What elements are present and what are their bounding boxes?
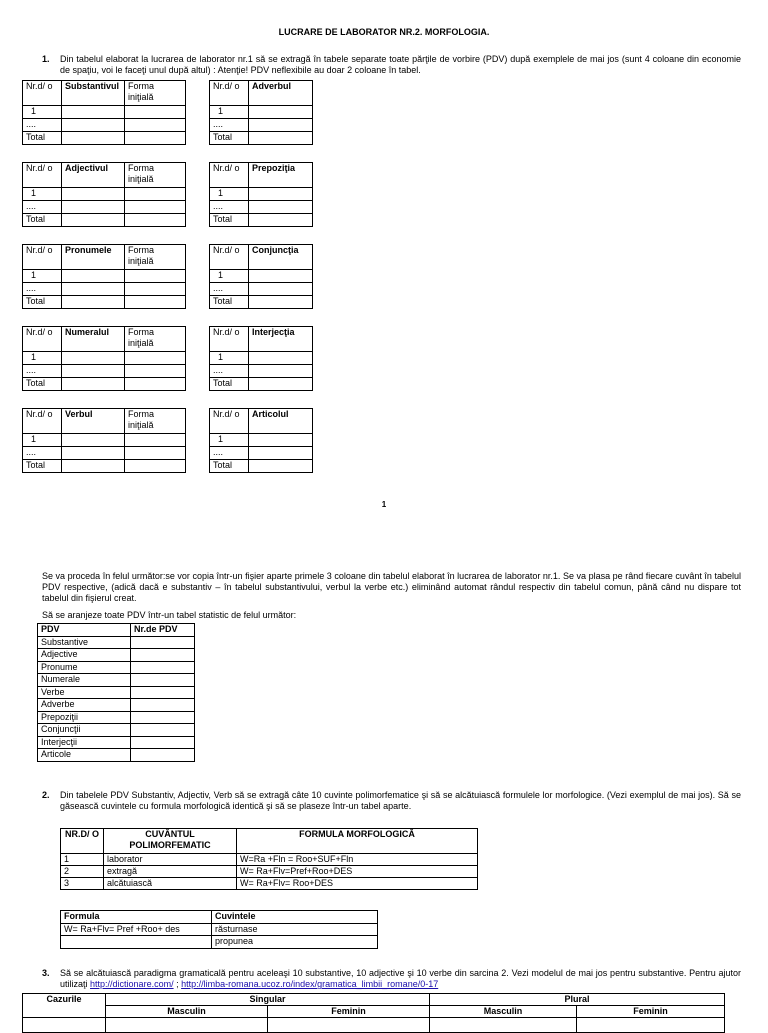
pdv-statistic-table <box>37 623 195 762</box>
forma-header: Forma iniţială <box>125 81 186 106</box>
link-separator: ; <box>173 979 182 990</box>
limba-romana-link[interactable]: http://limba-romana.ucoz.ro/index/gramatica_limbii_romane/0-17 <box>181 979 439 990</box>
formula-value: W= Ra+Flv= Pref +Roo+ des <box>61 923 212 936</box>
forma-header: Forma iniţială <box>125 409 186 434</box>
row-one: 1 <box>23 270 62 283</box>
row-total: Total <box>210 214 249 227</box>
pdv-row-label: Articole <box>38 749 131 762</box>
empty-cell <box>125 460 186 473</box>
row-formula: W=Ra +Fln = Roo+SUF+Fln <box>237 854 478 866</box>
pdv-table-right-2 <box>209 244 313 309</box>
table-row <box>38 736 195 749</box>
task1-text: Din tabelul elaborat la lucrarea de laborator nr.1 să se extragă în tabele separate toate părţile de vorbire (PDV) după exemplele de mai jos (sunt 4 coloane din economie de spaţiu, voi le faceţi unul după altul) : Atenţie! PDV neflexibile au doar 2 coloane în tabel. <box>60 54 741 76</box>
task1-number: 1. <box>42 54 50 64</box>
statistic-intro: Să se aranjeze toate PDV într-un tabel statistic de felul următor: <box>42 610 297 620</box>
empty-cell <box>249 119 313 132</box>
empty-cell <box>125 283 186 296</box>
empty-cell <box>62 283 125 296</box>
pdv-table-left-4 <box>22 408 186 473</box>
nr-header: Nr.d/ o <box>210 81 249 106</box>
empty-cell <box>62 132 125 145</box>
words-col-header: Cuvintele <box>212 911 378 924</box>
table-row <box>210 270 313 283</box>
empty-cell <box>249 460 313 473</box>
pdv-row-label: Numerale <box>38 674 131 687</box>
pdv-count-cell <box>131 724 195 737</box>
nr-header: Nr.d/ o <box>210 327 249 352</box>
empty-cell <box>62 119 125 132</box>
table-row <box>23 352 186 365</box>
paradigm-table <box>22 993 725 1033</box>
empty-cell <box>125 365 186 378</box>
pdv-row-label: Adjective <box>38 649 131 662</box>
pdv-name-header: Adjectivul <box>62 163 125 188</box>
table-row <box>210 201 313 214</box>
row-dots: .... <box>210 119 249 132</box>
row-nr: 1 <box>61 854 104 866</box>
pdv-count-cell <box>131 649 195 662</box>
row-formula: W= Ra+Flv=Pref+Roo+DES <box>237 866 478 878</box>
empty-cell <box>62 460 125 473</box>
empty-cell <box>125 270 186 283</box>
pdv-table-right-3 <box>209 326 313 391</box>
row-total: Total <box>23 378 62 391</box>
forma-header: Forma iniţială <box>125 327 186 352</box>
empty-cell <box>125 434 186 447</box>
pdv-row-label: Substantive <box>38 636 131 649</box>
table-row <box>23 188 186 201</box>
pdv-count-cell <box>131 674 195 687</box>
row-total: Total <box>23 296 62 309</box>
table-row <box>210 447 313 460</box>
pdv-count-cell <box>131 749 195 762</box>
empty-cell <box>125 296 186 309</box>
pdv-row-label: Conjuncţii <box>38 724 131 737</box>
table-row <box>23 460 186 473</box>
row-one: 1 <box>23 188 62 201</box>
table-row <box>210 460 313 473</box>
empty-cell <box>249 214 313 227</box>
row-one: 1 <box>23 434 62 447</box>
pdv-header: PDV <box>38 624 131 637</box>
dictionare-link[interactable]: http://dictionare.com/ <box>90 979 174 990</box>
nr-header: Nr.d/ o <box>210 245 249 270</box>
row-dots: .... <box>23 283 62 296</box>
empty-cell <box>125 106 186 119</box>
pdv-table-right-1 <box>209 162 313 227</box>
empty-cell <box>62 270 125 283</box>
empty-cell <box>62 352 125 365</box>
row-total: Total <box>210 132 249 145</box>
morphological-formula-table <box>60 828 478 890</box>
pdv-count-cell <box>131 686 195 699</box>
table-row <box>23 132 186 145</box>
pdv-name-header: Substantivul <box>62 81 125 106</box>
row-one: 1 <box>210 434 249 447</box>
task2-number: 2. <box>42 790 50 800</box>
table-row <box>210 352 313 365</box>
pdv-name-header: Articolul <box>249 409 313 434</box>
empty-cell <box>249 378 313 391</box>
page-title: LUCRARE DE LABORATOR NR.2. MORFOLOGIA. <box>278 27 490 37</box>
pdv-table-right-4 <box>209 408 313 473</box>
singular-header: Singular <box>106 994 430 1006</box>
row-total: Total <box>210 296 249 309</box>
forma-header: Forma iniţială <box>125 163 186 188</box>
table-row <box>23 270 186 283</box>
table-row <box>210 378 313 391</box>
pdv-count-cell <box>131 661 195 674</box>
page-number: 1 <box>381 500 387 509</box>
pdv-name-header: Interjecţia <box>249 327 313 352</box>
row-one: 1 <box>210 106 249 119</box>
instructions-paragraph: Se va proceda în felul următor:se vor copia într-un fişier aparte primele 3 coloane din tabelul elaborat în lucrarea de laborator nr.1. Se va plasa pe rând fiecare cuvânt în tabelul PDV respective, (adică dacă e substantiv – în tabelul substantivului, verbul la verbe etc.) eliminând automat rândul respectiv din tabelul comun, până când nu dispare tot tabelul din fişierul creat. <box>42 571 741 604</box>
table-row <box>210 106 313 119</box>
formula-header: FORMULA MORFOLOGICĂ <box>237 829 478 854</box>
row-dots: .... <box>23 447 62 460</box>
empty-cell <box>249 201 313 214</box>
word-header: CUVÂNTUL POLIMORFEMATIC <box>104 829 237 854</box>
table-row <box>23 119 186 132</box>
plural-feminin-header: Feminin <box>577 1006 725 1018</box>
pdv-table-left-3 <box>22 326 186 391</box>
nr-header: Nr.d/ o <box>23 163 62 188</box>
empty-cell <box>249 434 313 447</box>
word-value: răsturnase <box>212 923 378 936</box>
table-row <box>23 214 186 227</box>
pdv-count-cell <box>131 711 195 724</box>
table-row <box>61 854 478 866</box>
plural-header: Plural <box>430 994 725 1006</box>
empty-cell <box>125 214 186 227</box>
row-total: Total <box>210 460 249 473</box>
empty-cell <box>62 447 125 460</box>
nr-header: Nr.d/ o <box>23 327 62 352</box>
nr-header: Nr.d/ o <box>210 163 249 188</box>
table-row <box>38 674 195 687</box>
empty-cell <box>249 106 313 119</box>
nr-pdv-header: Nr.de PDV <box>131 624 195 637</box>
table-row <box>23 378 186 391</box>
pdv-row-label: Adverbe <box>38 699 131 712</box>
plural-masculin-header: Masculin <box>430 1006 577 1018</box>
table-row <box>38 686 195 699</box>
pdv-row-label: Verbe <box>38 686 131 699</box>
table-row <box>38 699 195 712</box>
identical-formula-table <box>60 910 378 949</box>
empty-cell <box>62 214 125 227</box>
empty-cell <box>125 188 186 201</box>
table-row <box>23 106 186 119</box>
task3-text <box>60 968 741 990</box>
table-row <box>23 365 186 378</box>
table-row <box>210 434 313 447</box>
table-row <box>38 711 195 724</box>
row-dots: .... <box>23 365 62 378</box>
empty-cell <box>62 434 125 447</box>
empty-cell <box>249 270 313 283</box>
pdv-name-header: Conjuncţia <box>249 245 313 270</box>
task2-text: Din tabelele PDV Substantiv, Adjectiv, Verb să se extragă câte 10 cuvinte polimorfematice şi să se alcătuiască formulele lor morfologice. (Vezi exemplul de mai jos). Să se găsească cuvintele cu formula morfologică identică şi să se plaseze într-un tabel aparte. <box>60 790 741 812</box>
row-formula: W= Ra+Flv= Roo+DES <box>237 878 478 890</box>
empty-cell <box>249 447 313 460</box>
empty-cell <box>62 201 125 214</box>
empty-cell <box>249 352 313 365</box>
row-dots: .... <box>23 201 62 214</box>
row-nr: 3 <box>61 878 104 890</box>
table-row <box>210 283 313 296</box>
pdv-name-header: Prepoziţia <box>249 163 313 188</box>
pdv-table-left-0 <box>22 80 186 145</box>
table-row <box>210 188 313 201</box>
pdv-row-label: Pronume <box>38 661 131 674</box>
nr-header: Nr.d/ o <box>210 409 249 434</box>
empty-cell <box>62 188 125 201</box>
empty-cell <box>249 365 313 378</box>
table-row <box>38 661 195 674</box>
empty-cell <box>125 119 186 132</box>
empty-cell <box>249 132 313 145</box>
empty-cell <box>125 201 186 214</box>
formula-empty <box>61 936 212 949</box>
forma-header: Forma iniţială <box>125 245 186 270</box>
pdv-count-cell <box>131 699 195 712</box>
empty-cell <box>125 352 186 365</box>
row-nr: 2 <box>61 866 104 878</box>
cazurile-header: Cazurile <box>23 994 106 1018</box>
task3-body: Să se alcătuiască paradigma gramaticală pentru aceleaşi 10 substantive, 10 adjective şi 10 verbe din sarcina 2. Vezi modelul de mai jos pentru substantive. Pentru ajutor utilizaţi <box>60 968 741 990</box>
row-dots: .... <box>23 119 62 132</box>
nr-header: Nr.d/ o <box>23 245 62 270</box>
table-row <box>23 201 186 214</box>
pdv-name-header: Verbul <box>62 409 125 434</box>
table-row <box>61 866 478 878</box>
pdv-row-label: Interjecţii <box>38 736 131 749</box>
singular-masculin-header: Masculin <box>106 1006 268 1018</box>
row-word: extragă <box>104 866 237 878</box>
row-one: 1 <box>210 188 249 201</box>
nr-header: NR.D/ O <box>61 829 104 854</box>
singular-feminin-header: Feminin <box>268 1006 430 1018</box>
empty-cell <box>62 106 125 119</box>
empty-cell <box>62 296 125 309</box>
table-row <box>23 447 186 460</box>
pdv-table-left-1 <box>22 162 186 227</box>
row-dots: .... <box>210 447 249 460</box>
table-row <box>61 878 478 890</box>
empty-cell <box>125 132 186 145</box>
table-row <box>210 365 313 378</box>
row-word: alcătuiască <box>104 878 237 890</box>
empty-cell <box>62 365 125 378</box>
pdv-name-header: Pronumele <box>62 245 125 270</box>
table-row <box>23 283 186 296</box>
nr-header: Nr.d/ o <box>23 81 62 106</box>
row-total: Total <box>210 378 249 391</box>
row-dots: .... <box>210 201 249 214</box>
pdv-count-cell <box>131 736 195 749</box>
row-dots: .... <box>210 283 249 296</box>
formula-col-header: Formula <box>61 911 212 924</box>
empty-cell <box>249 283 313 296</box>
empty-cell <box>249 296 313 309</box>
pdv-name-header: Numeralul <box>62 327 125 352</box>
table-row <box>38 636 195 649</box>
table-row <box>210 214 313 227</box>
pdv-name-header: Adverbul <box>249 81 313 106</box>
empty-cell <box>62 378 125 391</box>
row-one: 1 <box>23 106 62 119</box>
table-row <box>210 119 313 132</box>
pdv-count-cell <box>131 636 195 649</box>
row-one: 1 <box>210 352 249 365</box>
table-row <box>23 434 186 447</box>
empty-cell <box>125 378 186 391</box>
word-value: propunea <box>212 936 378 949</box>
table-row <box>23 296 186 309</box>
nr-header: Nr.d/ o <box>23 409 62 434</box>
row-total: Total <box>23 214 62 227</box>
table-row <box>210 132 313 145</box>
row-word: laborator <box>104 854 237 866</box>
table-row <box>38 724 195 737</box>
row-total: Total <box>23 460 62 473</box>
table-row <box>210 296 313 309</box>
row-one: 1 <box>210 270 249 283</box>
table-row <box>38 649 195 662</box>
row-dots: .... <box>210 365 249 378</box>
empty-cell <box>125 447 186 460</box>
pdv-row-label: Prepoziţii <box>38 711 131 724</box>
pdv-table-left-2 <box>22 244 186 309</box>
row-one: 1 <box>23 352 62 365</box>
empty-cell <box>249 188 313 201</box>
table-row <box>38 749 195 762</box>
pdv-table-right-0 <box>209 80 313 145</box>
task3-number: 3. <box>42 968 50 978</box>
row-total: Total <box>23 132 62 145</box>
